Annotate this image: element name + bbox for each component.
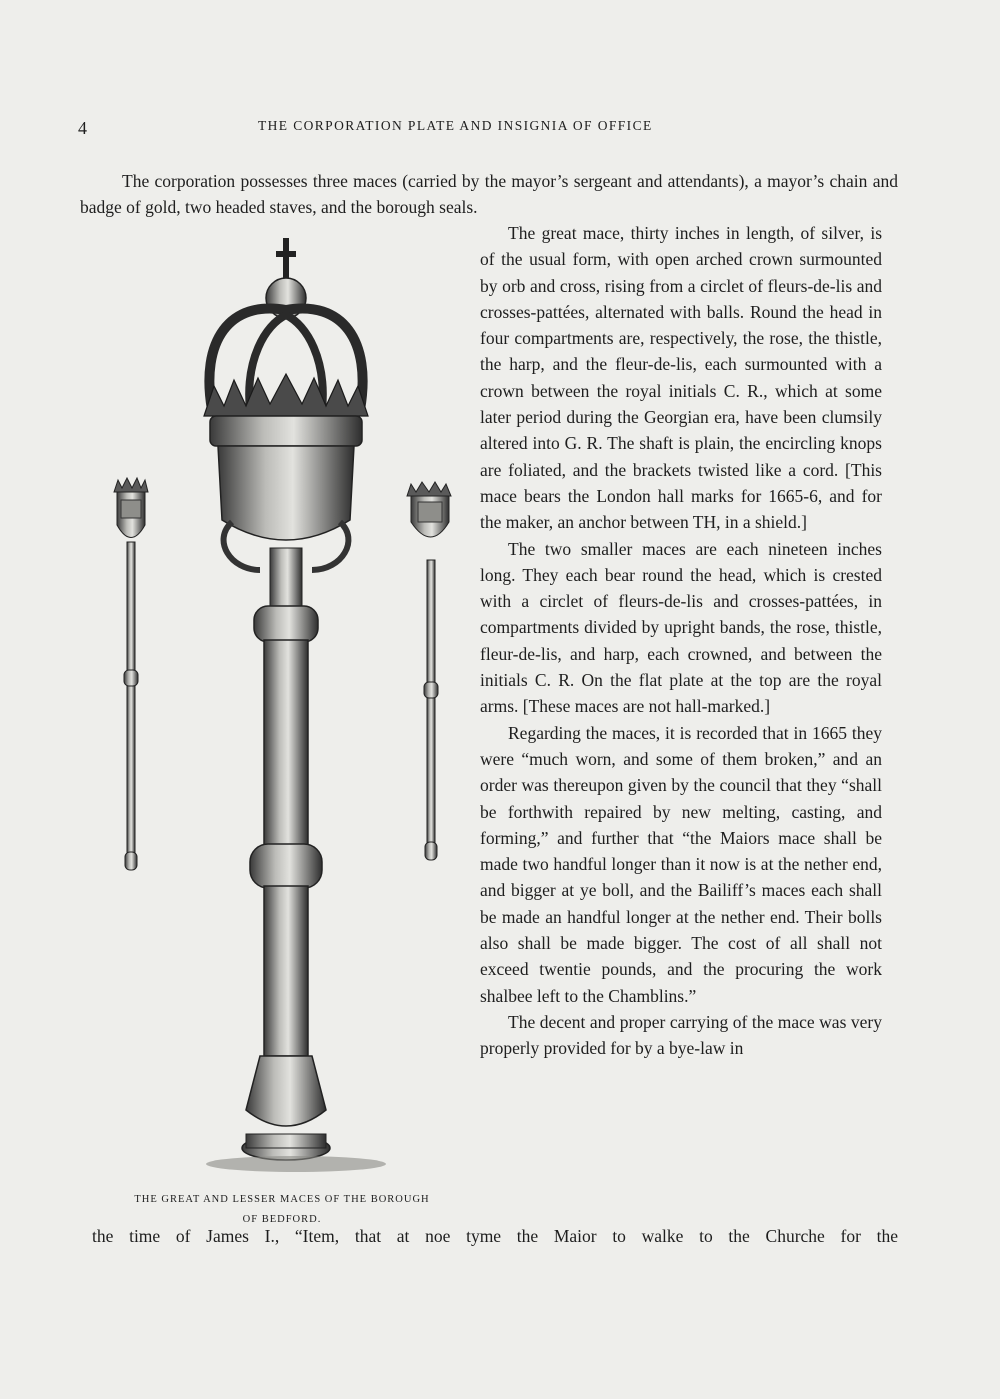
- great-mace: [204, 238, 386, 1172]
- running-head: THE CORPORATION PLATE AND INSIGNIA OF OFFICE: [258, 118, 653, 133]
- page-header: [78, 116, 898, 140]
- page-number: 4: [78, 118, 87, 138]
- regarding-paragraph: Regarding the maces, it is recorded that in 1665 they were “much worn, and some of them broken,” and an order was thereupon given by the council that they “shall be forthwith repaired by new melting, casting, and forming,” and further that “the Maiors mace shall be made two handful longer than it now is at the nether end, and bigger at ye boll, and the Bailiff’s maces each shall be made an handful longer at the nether end. Their bolls also shall be made bigger. The cost of all shall not exceed twentie pounds, and the procuring the work shalbee left to the Chamblins.”: [480, 722, 882, 1006]
- small-mace-right: [407, 482, 451, 860]
- caption-line-1: THE GREAT AND LESSER MACES OF THE BOROUGH: [134, 1194, 430, 1205]
- maces-illustration: [100, 230, 480, 1190]
- caption-line-2: OF BEDFORD.: [242, 1214, 322, 1225]
- great-mace-paragraph: The great mace, thirty inches in length, of silver, is of the usual form, with open arched crown surmounted by orb and cross, rising from a circlet of fleurs-de-lis and crosses-pattées, alternated with balls. Round the head in four compartments are, respectively, the rose, the thistle, the harp, and the fleur-de-lis, each surmounted with a crown between the royal initials C. R., which at some later period during the Georgian era, have been clumsily altered into G. R. The shaft is plain, the encircling knops are foliated, and the brackets twisted like a cord. [This mace bears the London hall marks for 1665-6, and for the maker, an anchor between TH, in a shield.]: [480, 223, 882, 533]
- intro-paragraph: The corporation possesses three maces (carried by the mayor’s sergeant and attendants), a mayor’s chain and badge of gold, two headed staves, and the borough seals.: [80, 171, 898, 217]
- continuation-paragraph: the time of James I., “Item, that at noe tyme the Maior to walke to the Churche for the: [92, 1226, 898, 1246]
- smaller-maces-paragraph: The two smaller maces are each nineteen inches long. They each bear round the head, which is crested with a circlet of fleurs-de-lis and crosses-pattées, in compartments divided by upright bands, the rose, thistle, fleur-de-lis, and harp, each crowned, and between the initials C. R. On the flat plate at the top are the royal arms. [These maces are not hall-marked.]: [480, 538, 882, 717]
- small-mace-left: [114, 478, 148, 870]
- text-column: [480, 220, 882, 1062]
- decent-paragraph: The decent and proper carrying of the mace was very properly provided for by a bye-law in: [480, 1011, 882, 1059]
- maces-engraving: [100, 230, 480, 1190]
